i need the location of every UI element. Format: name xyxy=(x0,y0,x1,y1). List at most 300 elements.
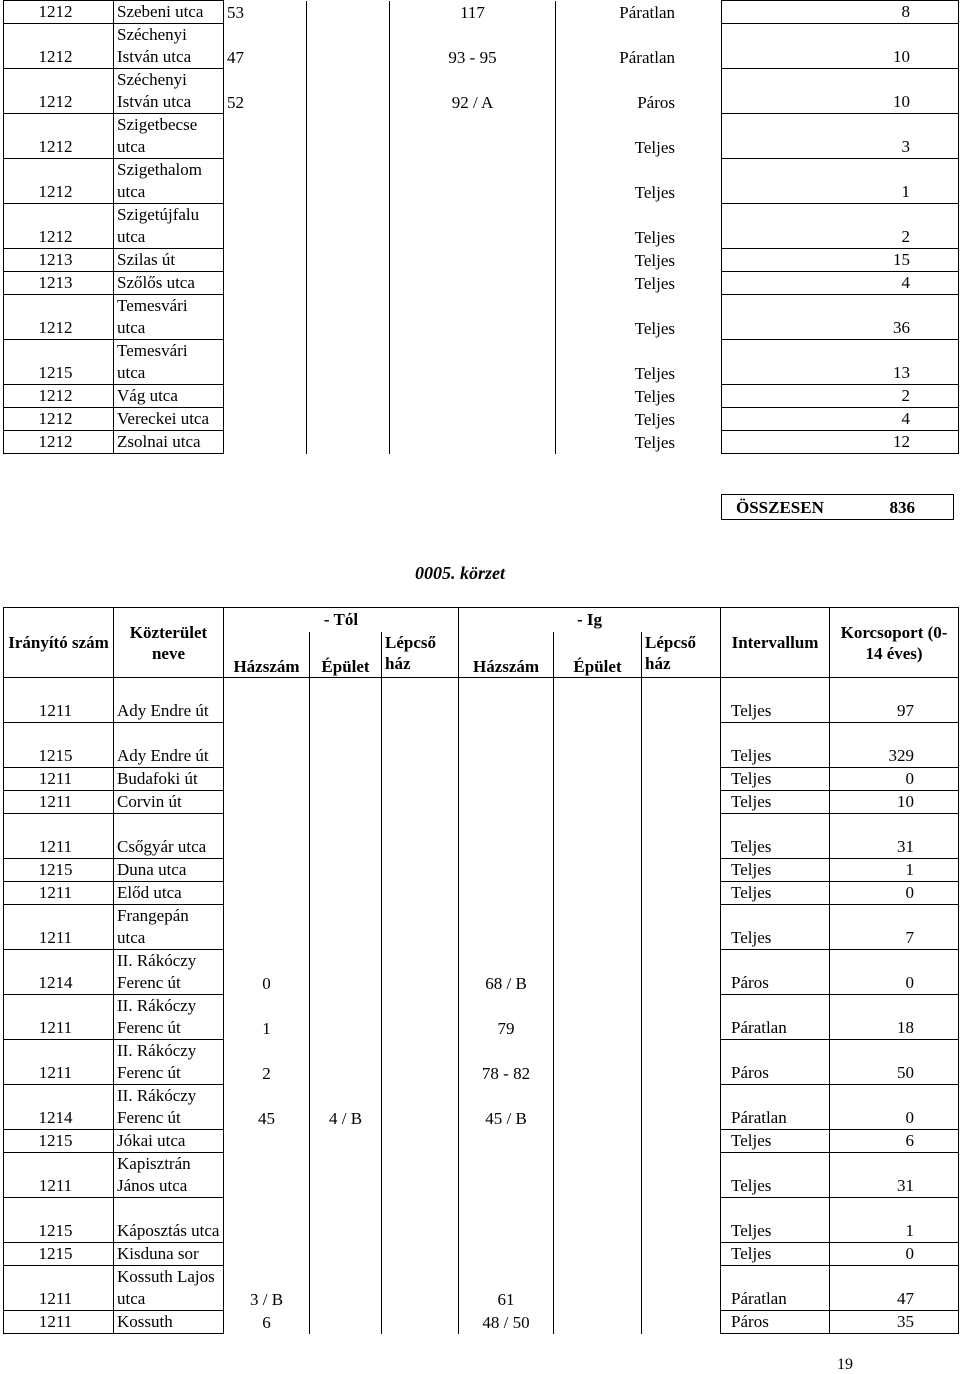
address-table-district xyxy=(3,607,959,1334)
from-building-cell xyxy=(310,905,382,950)
from-house-cell: 2 xyxy=(224,1040,310,1085)
from-stair-cell xyxy=(382,882,459,905)
from-house-cell xyxy=(224,768,310,791)
interval-cell: Teljes xyxy=(721,1243,830,1266)
to-house-cell: 61 xyxy=(459,1266,554,1311)
count-cell: 10 xyxy=(722,24,959,69)
to-house-cell xyxy=(390,295,556,340)
street-cell: Szebeni utca xyxy=(114,1,224,24)
from-house-cell xyxy=(224,882,310,905)
to-building-cell xyxy=(554,768,642,791)
from-building-cell xyxy=(310,859,382,882)
street-cell: Zsolnai utca xyxy=(114,431,224,454)
table-row xyxy=(4,1085,959,1130)
table-row xyxy=(4,1,959,24)
to-house-cell: 48 / 50 xyxy=(459,1311,554,1334)
to-house-cell xyxy=(459,791,554,814)
street-cell: Előd utca xyxy=(114,882,224,905)
to-building-cell xyxy=(554,1130,642,1153)
from-blank-cell xyxy=(307,272,390,295)
col-from-stair-header: Lépcső ház xyxy=(382,632,459,678)
street-cell: Kossuth Lajos utca xyxy=(114,1266,224,1311)
from-house-cell: 53 xyxy=(224,1,307,24)
to-house-cell xyxy=(459,1130,554,1153)
to-stair-cell xyxy=(642,1243,721,1266)
street-cell: Jókai utca xyxy=(114,1130,224,1153)
from-house-cell: 1 xyxy=(224,995,310,1040)
col-from-building-header: Épület xyxy=(310,632,382,678)
interval-cell: Teljes xyxy=(556,340,722,385)
to-building-cell xyxy=(554,950,642,995)
from-blank-cell xyxy=(307,114,390,159)
to-building-cell xyxy=(554,678,642,723)
from-stair-cell xyxy=(382,1311,459,1334)
street-cell: II. Rákóczy Ferenc út xyxy=(114,995,224,1040)
street-cell: Kisduna sor xyxy=(114,1243,224,1266)
street-cell: Szilas út xyxy=(114,249,224,272)
from-building-cell xyxy=(310,950,382,995)
col-to-building-header: Épület xyxy=(554,632,642,678)
from-blank-cell xyxy=(307,295,390,340)
from-stair-cell xyxy=(382,1266,459,1311)
from-building-cell xyxy=(310,1040,382,1085)
from-building-cell xyxy=(310,814,382,859)
zip-cell: 1212 xyxy=(4,204,114,249)
interval-cell: Páros xyxy=(556,69,722,114)
zip-cell: 1213 xyxy=(4,249,114,272)
from-house-cell xyxy=(224,431,307,454)
from-blank-cell xyxy=(307,24,390,69)
interval-cell: Teljes xyxy=(721,905,830,950)
street-cell: Szigetújfalu utca xyxy=(114,204,224,249)
from-stair-cell xyxy=(382,678,459,723)
from-house-cell: 52 xyxy=(224,69,307,114)
from-house-cell: 3 / B xyxy=(224,1266,310,1311)
to-building-cell xyxy=(554,905,642,950)
from-stair-cell xyxy=(382,768,459,791)
from-building-cell xyxy=(310,995,382,1040)
table-row xyxy=(4,882,959,905)
to-stair-cell xyxy=(642,791,721,814)
from-house-cell xyxy=(224,114,307,159)
interval-cell: Teljes xyxy=(721,678,830,723)
table-row xyxy=(4,431,959,454)
zip-cell: 1215 xyxy=(4,1130,114,1153)
table-row xyxy=(4,249,959,272)
zip-cell: 1211 xyxy=(4,905,114,950)
from-building-cell xyxy=(310,1130,382,1153)
to-stair-cell xyxy=(642,723,721,768)
table-row xyxy=(4,995,959,1040)
interval-cell: Teljes xyxy=(556,431,722,454)
from-house-cell xyxy=(224,1153,310,1198)
table-row xyxy=(4,69,959,114)
street-cell: Temesvári utca xyxy=(114,295,224,340)
to-building-cell xyxy=(554,1198,642,1243)
from-stair-cell xyxy=(382,950,459,995)
table-row xyxy=(4,678,959,723)
from-house-cell: 45 xyxy=(224,1085,310,1130)
from-stair-cell xyxy=(382,814,459,859)
interval-cell: Páratlan xyxy=(556,1,722,24)
to-house-cell xyxy=(390,408,556,431)
street-cell: Vág utca xyxy=(114,385,224,408)
to-stair-cell xyxy=(642,1085,721,1130)
street-cell: Ady Endre út xyxy=(114,678,224,723)
from-house-cell xyxy=(224,814,310,859)
to-building-cell xyxy=(554,723,642,768)
zip-cell: 1211 xyxy=(4,1311,114,1334)
to-stair-cell xyxy=(642,1198,721,1243)
zip-cell: 1211 xyxy=(4,814,114,859)
interval-cell: Teljes xyxy=(721,1153,830,1198)
from-blank-cell xyxy=(307,204,390,249)
count-cell: 3 xyxy=(722,114,959,159)
from-house-cell xyxy=(224,1130,310,1153)
from-stair-cell xyxy=(382,1153,459,1198)
from-stair-cell xyxy=(382,723,459,768)
table-row xyxy=(4,859,959,882)
zip-cell: 1212 xyxy=(4,69,114,114)
zip-cell: 1211 xyxy=(4,678,114,723)
to-stair-cell xyxy=(642,882,721,905)
table-row xyxy=(4,768,959,791)
count-cell: 15 xyxy=(722,249,959,272)
street-cell: II. Rákóczy Ferenc út xyxy=(114,1040,224,1085)
zip-cell: 1215 xyxy=(4,1198,114,1243)
street-cell: Csőgyár utca xyxy=(114,814,224,859)
from-blank-cell xyxy=(307,408,390,431)
interval-cell: Teljes xyxy=(721,768,830,791)
count-cell: 7 xyxy=(830,905,959,950)
to-building-cell xyxy=(554,814,642,859)
from-house-cell: 0 xyxy=(224,950,310,995)
interval-cell: Teljes xyxy=(556,408,722,431)
zip-cell: 1215 xyxy=(4,859,114,882)
from-blank-cell xyxy=(307,385,390,408)
from-house-cell xyxy=(224,272,307,295)
interval-cell: Teljes xyxy=(721,791,830,814)
interval-cell: Páratlan xyxy=(556,24,722,69)
from-blank-cell xyxy=(307,340,390,385)
from-stair-cell xyxy=(382,859,459,882)
to-stair-cell xyxy=(642,678,721,723)
count-cell: 8 xyxy=(722,1,959,24)
to-stair-cell xyxy=(642,768,721,791)
count-cell: 97 xyxy=(830,678,959,723)
from-stair-cell xyxy=(382,1130,459,1153)
zip-cell: 1211 xyxy=(4,768,114,791)
to-house-cell xyxy=(459,723,554,768)
col-to-stair-header: Lépcső ház xyxy=(642,632,721,678)
from-house-cell: 47 xyxy=(224,24,307,69)
to-house-cell xyxy=(459,882,554,905)
count-cell: 13 xyxy=(722,340,959,385)
from-house-cell xyxy=(224,905,310,950)
street-cell: II. Rákóczy Ferenc út xyxy=(114,950,224,995)
to-stair-cell xyxy=(642,1266,721,1311)
interval-cell: Páros xyxy=(721,1311,830,1334)
to-house-cell xyxy=(390,431,556,454)
count-cell: 10 xyxy=(830,791,959,814)
count-cell: 0 xyxy=(830,1243,959,1266)
zip-cell: 1214 xyxy=(4,950,114,995)
zip-cell: 1212 xyxy=(4,295,114,340)
col-zip-header: Irányító szám xyxy=(4,608,114,678)
to-house-cell xyxy=(459,905,554,950)
street-cell: Budafoki út xyxy=(114,768,224,791)
zip-cell: 1211 xyxy=(4,1153,114,1198)
interval-cell: Teljes xyxy=(556,385,722,408)
street-cell: Szőlős utca xyxy=(114,272,224,295)
from-building-cell xyxy=(310,1153,382,1198)
zip-cell: 1211 xyxy=(4,1266,114,1311)
from-stair-cell xyxy=(382,791,459,814)
table-row xyxy=(4,340,959,385)
from-house-cell xyxy=(224,859,310,882)
to-house-cell xyxy=(390,249,556,272)
from-building-cell xyxy=(310,1198,382,1243)
table-row xyxy=(4,295,959,340)
interval-cell: Teljes xyxy=(556,114,722,159)
from-house-cell xyxy=(224,340,307,385)
from-building-cell xyxy=(310,1266,382,1311)
count-cell: 0 xyxy=(830,882,959,905)
to-stair-cell xyxy=(642,1130,721,1153)
interval-cell: Páratlan xyxy=(721,1266,830,1311)
from-building-cell: 4 / B xyxy=(310,1085,382,1130)
to-stair-cell xyxy=(642,1040,721,1085)
to-building-cell xyxy=(554,791,642,814)
col-street-header: Közterület neve xyxy=(114,608,224,678)
to-house-cell xyxy=(459,1198,554,1243)
district-title: 0005. körzet xyxy=(415,563,505,583)
count-cell: 1 xyxy=(830,859,959,882)
to-building-cell xyxy=(554,995,642,1040)
from-house-cell: 6 xyxy=(224,1311,310,1334)
total-box xyxy=(721,494,954,520)
from-building-cell xyxy=(310,1311,382,1334)
count-cell: 6 xyxy=(830,1130,959,1153)
table-row xyxy=(4,204,959,249)
interval-cell: Teljes xyxy=(721,1198,830,1243)
from-house-cell xyxy=(224,249,307,272)
interval-cell: Páratlan xyxy=(721,1085,830,1130)
total-label: ÖSSZESEN xyxy=(736,498,824,517)
street-cell: Temesvári utca xyxy=(114,340,224,385)
to-stair-cell xyxy=(642,1311,721,1334)
table-row xyxy=(4,1040,959,1085)
page-number: 19 xyxy=(837,1356,853,1373)
from-blank-cell xyxy=(307,431,390,454)
count-cell: 1 xyxy=(722,159,959,204)
to-building-cell xyxy=(554,1311,642,1334)
zip-cell: 1214 xyxy=(4,1085,114,1130)
total-value: 836 xyxy=(889,498,915,517)
interval-cell: Páratlan xyxy=(721,995,830,1040)
from-house-cell xyxy=(224,678,310,723)
interval-cell: Teljes xyxy=(721,882,830,905)
from-building-cell xyxy=(310,791,382,814)
interval-cell: Páros xyxy=(721,950,830,995)
count-cell: 31 xyxy=(830,814,959,859)
street-cell: Vereckei utca xyxy=(114,408,224,431)
from-stair-cell xyxy=(382,995,459,1040)
count-cell: 1 xyxy=(830,1198,959,1243)
count-cell: 4 xyxy=(722,408,959,431)
count-cell: 4 xyxy=(722,272,959,295)
to-building-cell xyxy=(554,1085,642,1130)
interval-cell: Teljes xyxy=(556,295,722,340)
to-house-cell xyxy=(390,114,556,159)
table-row xyxy=(4,1243,959,1266)
from-house-cell xyxy=(224,723,310,768)
table-row xyxy=(4,905,959,950)
count-cell: 18 xyxy=(830,995,959,1040)
to-house-cell: 92 / A xyxy=(390,69,556,114)
count-cell: 12 xyxy=(722,431,959,454)
to-building-cell xyxy=(554,1266,642,1311)
interval-cell: Teljes xyxy=(721,859,830,882)
street-cell: Széchenyi István utca xyxy=(114,69,224,114)
to-house-cell xyxy=(390,340,556,385)
table-row xyxy=(4,385,959,408)
street-cell: Duna utca xyxy=(114,859,224,882)
to-building-cell xyxy=(554,1040,642,1085)
zip-cell: 1212 xyxy=(4,408,114,431)
count-cell: 0 xyxy=(830,768,959,791)
from-building-cell xyxy=(310,1243,382,1266)
col-from-group-header: - Tól xyxy=(224,608,459,632)
street-cell: Kossuth xyxy=(114,1311,224,1334)
zip-cell: 1213 xyxy=(4,272,114,295)
from-building-cell xyxy=(310,678,382,723)
table-row xyxy=(4,24,959,69)
count-cell: 47 xyxy=(830,1266,959,1311)
interval-cell: Páros xyxy=(721,1040,830,1085)
to-stair-cell xyxy=(642,814,721,859)
from-building-cell xyxy=(310,882,382,905)
from-house-cell xyxy=(224,1243,310,1266)
col-from-house-header: Házszám xyxy=(224,632,310,678)
col-interval-header: Intervallum xyxy=(721,608,830,678)
to-stair-cell xyxy=(642,905,721,950)
street-cell: Szigetbecse utca xyxy=(114,114,224,159)
count-cell: 0 xyxy=(830,950,959,995)
to-house-cell xyxy=(459,1153,554,1198)
from-house-cell xyxy=(224,791,310,814)
col-age-group-header: Korcsoport (0-14 éves) xyxy=(830,608,959,678)
zip-cell: 1215 xyxy=(4,723,114,768)
zip-cell: 1212 xyxy=(4,431,114,454)
col-to-group-header: - Ig xyxy=(459,608,721,632)
to-building-cell xyxy=(554,1243,642,1266)
to-house-cell xyxy=(390,159,556,204)
zip-cell: 1215 xyxy=(4,1243,114,1266)
to-house-cell: 93 - 95 xyxy=(390,24,556,69)
street-cell: Kapisztrán János utca xyxy=(114,1153,224,1198)
table-row xyxy=(4,408,959,431)
interval-cell: Teljes xyxy=(721,723,830,768)
to-house-cell: 78 - 82 xyxy=(459,1040,554,1085)
from-building-cell xyxy=(310,768,382,791)
to-house-cell: 68 / B xyxy=(459,950,554,995)
count-cell: 329 xyxy=(830,723,959,768)
to-house-cell: 117 xyxy=(390,1,556,24)
table-row xyxy=(4,791,959,814)
street-cell: Széchenyi István utca xyxy=(114,24,224,69)
to-stair-cell xyxy=(642,950,721,995)
zip-cell: 1215 xyxy=(4,340,114,385)
from-house-cell xyxy=(224,385,307,408)
table-row xyxy=(4,1198,959,1243)
street-cell: Frangepán utca xyxy=(114,905,224,950)
to-house-cell xyxy=(459,814,554,859)
zip-cell: 1212 xyxy=(4,24,114,69)
interval-cell: Teljes xyxy=(556,272,722,295)
interval-cell: Teljes xyxy=(556,159,722,204)
from-house-cell xyxy=(224,204,307,249)
table-row xyxy=(4,1266,959,1311)
table-row xyxy=(4,272,959,295)
from-blank-cell xyxy=(307,69,390,114)
col-to-house-header: Házszám xyxy=(459,632,554,678)
street-cell: Corvin út xyxy=(114,791,224,814)
to-house-cell xyxy=(459,678,554,723)
zip-cell: 1211 xyxy=(4,1040,114,1085)
to-building-cell xyxy=(554,859,642,882)
to-house-cell xyxy=(459,859,554,882)
table-row xyxy=(4,814,959,859)
from-house-cell xyxy=(224,159,307,204)
count-cell: 35 xyxy=(830,1311,959,1334)
street-cell: Káposztás utca xyxy=(114,1198,224,1243)
count-cell: 31 xyxy=(830,1153,959,1198)
interval-cell: Teljes xyxy=(556,204,722,249)
from-stair-cell xyxy=(382,1040,459,1085)
table-row xyxy=(4,114,959,159)
count-cell: 50 xyxy=(830,1040,959,1085)
from-stair-cell xyxy=(382,1243,459,1266)
zip-cell: 1211 xyxy=(4,882,114,905)
count-cell: 2 xyxy=(722,204,959,249)
count-cell: 0 xyxy=(830,1085,959,1130)
from-blank-cell xyxy=(307,1,390,24)
zip-cell: 1212 xyxy=(4,114,114,159)
count-cell: 36 xyxy=(722,295,959,340)
zip-cell: 1211 xyxy=(4,995,114,1040)
table-row xyxy=(4,950,959,995)
from-house-cell xyxy=(224,1198,310,1243)
street-cell: Ady Endre út xyxy=(114,723,224,768)
to-house-cell xyxy=(390,272,556,295)
table-row xyxy=(4,723,959,768)
to-building-cell xyxy=(554,882,642,905)
zip-cell: 1211 xyxy=(4,791,114,814)
zip-cell: 1212 xyxy=(4,1,114,24)
zip-cell: 1212 xyxy=(4,159,114,204)
from-house-cell xyxy=(224,295,307,340)
from-blank-cell xyxy=(307,249,390,272)
address-table-top xyxy=(3,0,959,454)
interval-cell: Teljes xyxy=(721,814,830,859)
count-cell: 2 xyxy=(722,385,959,408)
interval-cell: Teljes xyxy=(721,1130,830,1153)
street-cell: Szigethalom utca xyxy=(114,159,224,204)
from-blank-cell xyxy=(307,159,390,204)
to-house-cell: 79 xyxy=(459,995,554,1040)
to-house-cell: 45 / B xyxy=(459,1085,554,1130)
